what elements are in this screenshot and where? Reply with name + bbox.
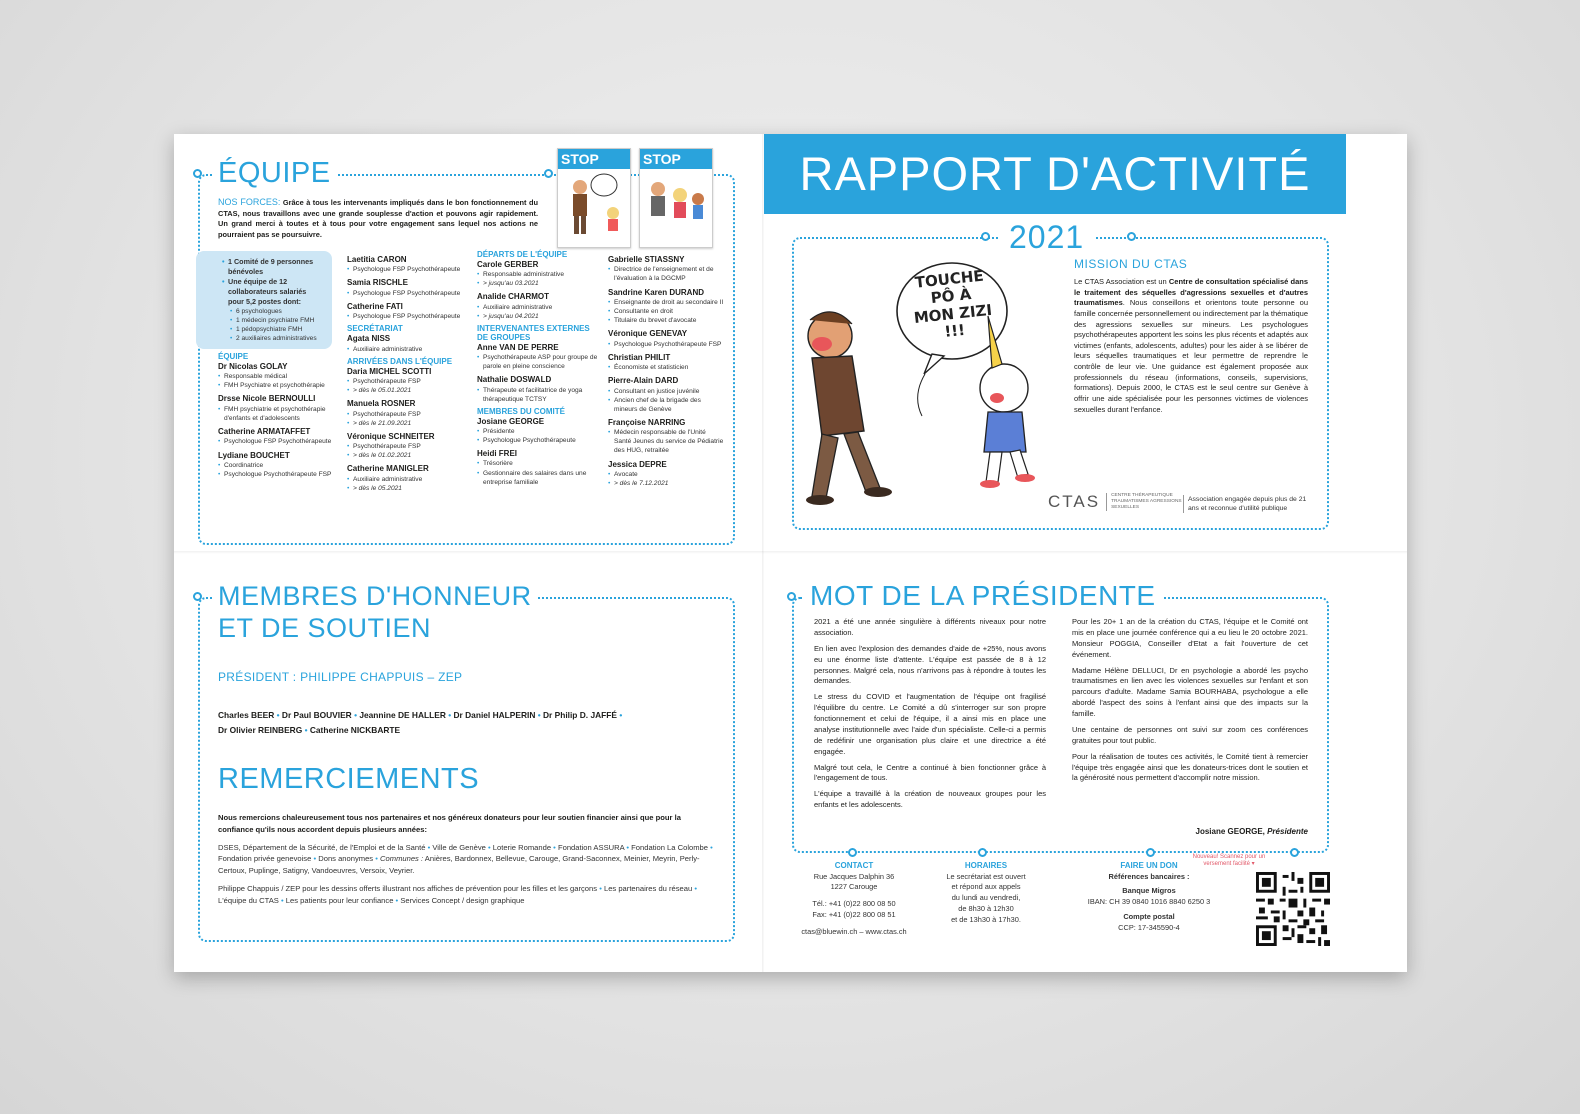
mot-signature bbox=[1074, 827, 1308, 836]
person-name: Véronique GENEVAY bbox=[608, 329, 688, 339]
frame-dot bbox=[193, 592, 202, 601]
person-date: • > jusqu'au 04.2021 bbox=[477, 312, 599, 321]
staff-breakdown-item: • 2 auxiliaires administratives bbox=[230, 334, 324, 343]
sponsor: Ville de Genève bbox=[432, 842, 486, 852]
person-role: • Psychothérapeute ASP pour groupe de parole en pleine conscience bbox=[477, 353, 599, 371]
contact-line: 1227 Carouge bbox=[830, 882, 878, 892]
member-name: Dr Daniel HALPERIN bbox=[453, 710, 536, 720]
footer-dot bbox=[1146, 848, 1155, 857]
staff-summary-box bbox=[196, 251, 332, 349]
staff-breakdown-item: • 1 pédopsychiatre FMH bbox=[230, 325, 324, 334]
person-name: Carole GERBER bbox=[477, 259, 539, 269]
mot-paragraph: Pour les 20+ 1 an de la création du CTAS, l'équipe et le Comité ont mis en place une journée conférence qui a eu lieu le 20 octobre 2021. Monsieur POGGIA, Conseiller d'Etat a fait l'ouverture de cet événement. bbox=[1072, 617, 1308, 659]
poster-boys bbox=[557, 148, 631, 248]
thanks-item: Services Concept / design graphique bbox=[400, 895, 525, 905]
person-role: • Auxiliaire administrative bbox=[347, 475, 467, 484]
mot-paragraph: 2021 a été une année singulière à différents niveaux pour notre association. bbox=[814, 617, 1046, 637]
person-role: • Psychologue Psychothérapeute bbox=[477, 436, 599, 445]
mot-column-1 bbox=[814, 617, 1046, 816]
thanks-item: L'équipe du CTAS bbox=[218, 895, 279, 905]
person-date: • > jusqu'au 03.2021 bbox=[477, 279, 599, 288]
sponsor: Fondation ASSURA bbox=[557, 842, 625, 852]
person-date: • > dès le 21.09.2021 bbox=[347, 419, 467, 428]
mission-body: . Nous conseillons et orientons toute personne ou famille concernée personnellement ou indirectement par la thématique des agressions sexuelles sur mineurs. Les psychologues psychothérapeutes apportent les soins les plus récents et adaptés aux victimes (enfants, adolescents, adultes) pour les aider à se libérer de leurs séquelles traumatiques et leur permettre de reprendre le contrôle de leur vie. Une guidance est également proposée aux professionnels du réseau (informations, conseils, supervisions, formations). Depuis 2000, le CTAS est le seul centre sur Genève à offrir une aide spécialisée pour les personnes victimes de violences sexuelles durant l'enfance. bbox=[1074, 298, 1308, 414]
rapport-year: 2021 bbox=[999, 219, 1094, 256]
person-name: Daria MICHEL SCOTTI bbox=[347, 366, 432, 376]
person-name: Pierre-Alain DARD bbox=[608, 376, 679, 386]
sponsor: Loterie Romande bbox=[492, 842, 552, 852]
section-heading: MEMBRES DU COMITÉ bbox=[477, 406, 565, 416]
sponsor: DSES, Département de la Sécurité, de l'Emploi et de la Santé bbox=[218, 842, 426, 852]
sponsor-list: DSES, Département de la Sécurité, de l'Emploi et de la Santé • Ville de Genève • Loterie Romande • Fondation ASSURA • Fondation La Colombe • Fondation privée genevoise • Dons anonymes • Communes : Anières, Bardonnex, Bellevue, Carouge, Grand-Saconnex, Meinier, Meyrin, Perly-Certoux, Puplinge, Satigny, Vandoeuvres, Versoix, Veyrier. bbox=[218, 842, 713, 876]
footer-dot bbox=[1290, 848, 1299, 857]
person-role: • Consultante en droit bbox=[608, 307, 724, 316]
speech-bubble-text: TOUCHE PÔ À MON ZIZI !!! bbox=[912, 266, 993, 341]
communes-list: Anières, Bardonnex, Bellevue, Carouge, Grand-Saconnex, Meinier, Meyrin, Perly-Certoux, Puplinge, Satigny, Vandoeuvres, Versoix, Veyrier. bbox=[218, 854, 700, 876]
member-name: Jeannine DE HALLER bbox=[359, 710, 446, 720]
person-role: • Responsable médical bbox=[218, 372, 332, 381]
person-role: • Auxiliaire administrative bbox=[477, 303, 599, 312]
poster-girls bbox=[639, 148, 713, 248]
poster-stop-label: STOP bbox=[640, 149, 712, 169]
person-name: Françoise NARRING bbox=[608, 417, 686, 427]
frame-dot bbox=[1127, 232, 1136, 241]
rapport-banner bbox=[764, 134, 1346, 214]
person-name: Anne VAN DE PERRE bbox=[477, 342, 559, 352]
section-heading: DÉPARTS DE L'ÉQUIPE bbox=[477, 250, 568, 259]
person-date: • > dès le 7.12.2021 bbox=[608, 479, 724, 488]
person-role: • Économiste et statisticien bbox=[608, 363, 724, 372]
person-name: Christian PHILIT bbox=[608, 352, 671, 362]
person-role: • Psychothérapeute FSP bbox=[347, 442, 467, 451]
person-name: Catherine MANIGLER bbox=[347, 464, 429, 474]
equipe-column-3 bbox=[477, 251, 599, 491]
honneur-title-line1: MEMBRES D'HONNEUR bbox=[218, 581, 532, 611]
person-role: • Psychologue Psychothérapeute FSP bbox=[218, 470, 332, 479]
person-name: Lydiane BOUCHET bbox=[218, 450, 290, 460]
person-name: Josiane GEORGE bbox=[477, 416, 545, 426]
poster-cartoon-image bbox=[558, 169, 630, 239]
person-role: • Médecin responsable de l'Unité Santé Jeunes du service de Pédiatrie des HUG, retraitée bbox=[608, 428, 724, 455]
signature-role: Présidente bbox=[1267, 827, 1308, 836]
contact-phone: Tél.: +41 (0)22 800 08 50 bbox=[812, 899, 896, 909]
equipe-column-4 bbox=[608, 255, 724, 492]
staff-count: • Une équipe de 12 collaborateurs salariés pour 5,2 postes dont: bbox=[222, 277, 324, 307]
sponsor: Dons anonymes bbox=[318, 854, 374, 864]
person-name: Drsse Nicole BERNOULLI bbox=[218, 394, 316, 404]
person-role: • Coordinatrice bbox=[218, 461, 332, 470]
person-name: Gabrielle STIASSNY bbox=[608, 255, 685, 264]
person-role: • Titulaire du brevet d'avocate bbox=[608, 316, 724, 325]
horaires-line: Le secrétariat est ouvert bbox=[946, 871, 1026, 881]
horizontal-fold bbox=[174, 551, 1407, 554]
sponsor: Fondation privée genevoise bbox=[218, 854, 312, 864]
honneur-title bbox=[212, 581, 538, 645]
mot-paragraph: Pour la réalisation de toutes ces activités, le Comité tient à remercier l'équipe très engagée ainsi que les donateurs-trices dont le soutien et la générosité nous permettent d'accomplir notre mission. bbox=[1072, 751, 1308, 783]
staff-breakdown-item: • 6 psychologues bbox=[230, 307, 324, 316]
horaires-line: et répond aux appels bbox=[951, 882, 1021, 892]
person-role: • Psychologue FSP Psychothérapeute bbox=[347, 289, 467, 298]
forces-text: Grâce à tous les intervenants impliqués dans le bon fonctionnement du CTAS, nous travaillons avec une grande souplesse d'action et pouvons agir rapidement. Un grand merci à toutes et à tous pour votre engagement sans lequel nos actions ne pourraient pas se poursuivre. bbox=[218, 198, 538, 239]
remerciements-body bbox=[218, 812, 718, 906]
forces-label: NOS FORCES: bbox=[218, 197, 281, 207]
equipe-title: ÉQUIPE bbox=[212, 158, 337, 190]
mot-paragraph: L'équipe a travaillé à la création de nouveaux groupes pour les enfants et les adolescents. bbox=[814, 789, 1046, 810]
horaires-title: HORAIRES bbox=[964, 861, 1008, 870]
section-heading: SECRÉTARIAT bbox=[347, 324, 403, 334]
person-role: • Psychologue FSP Psychothérapeute bbox=[347, 312, 467, 321]
person-role: • Psychothérapeute FSP bbox=[347, 410, 467, 419]
mot-paragraph: Le stress du COVID et l'augmentation de l'équipe ont fragilisé l'équilibre du centre. Le Comité a dû s'interroger sur son propre fonctionnement et celui de l'équipe, il a ainsi mis en place une analyse institutionnelle avec l'aide d'un spécialiste. Celle-ci a permis de redéfinir une organisation plus claire et une directrice a été engagée. bbox=[814, 692, 1046, 756]
communes-label: Communes : bbox=[380, 854, 424, 864]
member-name: Dr Olivier REINBERG bbox=[218, 724, 303, 735]
person-role: • FMH psychiatrie et psychothérapie d'enfants et d'adolescents bbox=[218, 405, 332, 423]
poster-cartoon-image bbox=[640, 169, 712, 239]
person-role: • Responsable administrative bbox=[477, 270, 599, 279]
mission-title: MISSION DU CTAS bbox=[1074, 257, 1188, 271]
member-name: Catherine NICKBARTE bbox=[309, 724, 401, 735]
don-bank: Banque Migros bbox=[1122, 886, 1176, 896]
person-name: Manuela ROSNER bbox=[347, 399, 416, 409]
scan-note: Nouveau! Scannez pour un versement facilité ▾ bbox=[1192, 854, 1266, 868]
staff-breakdown-item: • 1 médecin psychiatre FMH bbox=[230, 316, 324, 325]
person-date: • > dès le 01.02.2021 bbox=[347, 451, 467, 460]
horaires-line: et de 13h30 à 17h30. bbox=[951, 914, 1021, 924]
thanks-list: Philippe Chappuis / ZEP pour les dessins offerts illustrant nos affiches de prévention pour les filles et les garçons • Les partenaires du réseau • L'équipe du CTAS • Les patients pour leur confiance • Services Concept / design graphique bbox=[218, 883, 698, 905]
footer-dot bbox=[848, 848, 857, 857]
signature-name: Josiane GEORGE, bbox=[1195, 827, 1268, 836]
person-role: • Avocate bbox=[608, 470, 724, 479]
remerciements-title: REMERCIEMENTS bbox=[212, 764, 485, 796]
person-role: • Enseignante de droit au secondaire II bbox=[608, 298, 724, 307]
person-role: • Psychologue FSP Psychothérapeute bbox=[347, 265, 467, 274]
person-name: Catherine FATI bbox=[347, 301, 403, 311]
section-heading: ÉQUIPE bbox=[218, 352, 249, 362]
frame-dot bbox=[544, 169, 553, 178]
horaires-line: de 8h30 à 12h30 bbox=[958, 903, 1014, 913]
thanks-item: Philippe Chappuis / ZEP pour les dessins offerts illustrant nos affiches de prévention pour les filles et les garçons bbox=[218, 883, 598, 893]
don-block bbox=[1084, 860, 1214, 933]
person-name: Samia RISCHLE bbox=[347, 278, 408, 288]
person-name: Agata NISS bbox=[347, 334, 391, 344]
frame-dot bbox=[787, 592, 796, 601]
mot-title: MOT DE LA PRÉSIDENTE bbox=[804, 581, 1162, 612]
ctas-tagline: Association engagée depuis plus de 21 ans et reconnue d'utilité publique bbox=[1183, 495, 1309, 513]
member-name: Dr Paul BOUVIER bbox=[281, 710, 352, 720]
ctas-logo bbox=[1048, 492, 1186, 512]
don-iban: IBAN: CH 39 0840 1016 8840 6250 3 bbox=[1087, 897, 1211, 907]
member-name: Charles BEER bbox=[218, 710, 275, 720]
mission-intro: Le CTAS Association est un bbox=[1074, 277, 1169, 286]
person-role: • Gestionnaire des salaires dans une entreprise familiale bbox=[477, 469, 599, 487]
equipe-column-2 bbox=[347, 255, 467, 497]
contact-fax: Fax: +41 (0)22 800 08 51 bbox=[812, 909, 896, 919]
ctas-logo-text: CTAS bbox=[1048, 492, 1101, 511]
person-name: Analide CHARMOT bbox=[477, 292, 549, 302]
person-role: • Consultant en justice juvénile bbox=[608, 387, 724, 396]
mot-paragraph: Une centaine de personnes ont suivi sur zoom ces conférences gratuites pour tout public. bbox=[1072, 724, 1308, 745]
person-role: • Thérapeute et facilitatrice de yoga thérapeutique TCTSY bbox=[477, 386, 599, 404]
don-title: FAIRE UN DON bbox=[1120, 861, 1178, 870]
person-role: • Psychologue Psychothérapeute FSP bbox=[608, 340, 724, 349]
rapport-title: RAPPORT D'ACTIVITÉ bbox=[799, 147, 1311, 200]
qr-code-image[interactable] bbox=[1256, 872, 1330, 946]
person-role: • Ancien chef de la brigade des mineurs de Genève bbox=[608, 396, 724, 414]
person-name: Dr Nicolas GOLAY bbox=[218, 361, 288, 371]
footer-dot bbox=[978, 848, 987, 857]
person-name: Jessica DEPRE bbox=[608, 459, 667, 469]
member-name: Dr Philip D. JAFFÉ bbox=[542, 710, 617, 720]
mission-bold: Centre de consultation spécialisé dans le traitement des séquelles d'agressions sexuelles et d'autres traumatismes bbox=[1074, 277, 1308, 308]
remerciements-intro: Nous remercions chaleureusement tous nos partenaires et nos généreux donateurs pour leur soutien financier ainsi que pour la confiance qu'ils nous accordent depuis plusieurs années: bbox=[218, 813, 681, 834]
mot-paragraph: Madame Hélène DELLUCI, Dr en psychologie a abordé les psycho traumatismes en lien avec les violences sexuelles sur l'enfant et son parcours d'adulte. Madame Samia BOURHABA, psychologue a elle abordé l'aspect des soins à l'enfant ainsi que des impacts sur la famille. bbox=[1072, 665, 1308, 718]
horaires-block bbox=[936, 860, 1036, 925]
section-heading: INTERVENANTES EXTERNES DE GROUPES bbox=[477, 323, 590, 342]
person-name: Nathalie DOSWALD bbox=[477, 375, 552, 385]
person-role: • FMH Psychiatre et psychothérapie bbox=[218, 381, 332, 390]
thanks-item: Les patients pour leur confiance bbox=[285, 895, 394, 905]
honneur-title-line2: ET DE SOUTIEN bbox=[218, 612, 432, 643]
person-role: • Présidente bbox=[477, 427, 599, 436]
frame-dot bbox=[193, 169, 202, 178]
mission-text bbox=[1074, 277, 1308, 415]
contact-email-link[interactable]: ctas@bluewin.ch – www.ctas.ch bbox=[801, 926, 907, 936]
contact-title: CONTACT bbox=[834, 861, 874, 870]
person-role: • Auxiliaire administrative bbox=[347, 345, 467, 354]
mot-paragraph: En lien avec l'explosion des demandes d'aide de +25%, nous avons eu une énorme liste d'attente. L'équipe est passée de 8 à 12 personnes. Malgré cela, nous n'arrivons pas à répondre à toutes les demandes. bbox=[814, 643, 1046, 686]
brochure-spread bbox=[174, 134, 1407, 972]
poster-stop-label: STOP bbox=[558, 149, 630, 169]
thanks-item: Les partenaires du réseau bbox=[603, 883, 693, 893]
mot-paragraph: Malgré tout cela, le Centre a continué à bien fonctionner grâce à l'engagement de tous. bbox=[814, 762, 1046, 783]
ctas-logo-sub: CENTRE THÉRAPEUTIQUE TRAUMATISMES AGRESSIONS SEXUELLES bbox=[1106, 493, 1186, 511]
equipe-column-1 bbox=[198, 251, 332, 483]
contact-line: Rue Jacques Dalphin 36 bbox=[813, 871, 895, 881]
person-role: • Directrice de l'enseignement et de l'évaluation à la DGCMP bbox=[608, 265, 724, 283]
person-date: • > dès le 05.2021 bbox=[347, 484, 467, 493]
horaires-line: du lundi au vendredi, bbox=[951, 893, 1021, 903]
frame-dot bbox=[981, 232, 990, 241]
person-name: Catherine ARMATAFFET bbox=[218, 427, 311, 437]
equipe-intro bbox=[218, 196, 538, 240]
person-name: Laetitia CARON bbox=[347, 255, 407, 264]
sponsor: Fondation La Colombe bbox=[631, 842, 709, 852]
committee-count: • 1 Comité de 9 personnes bénévoles bbox=[222, 257, 324, 277]
don-ccp: CCP: 17-345590-4 bbox=[1118, 922, 1180, 932]
person-name: Heidi FREI bbox=[477, 449, 518, 459]
person-name: Véronique SCHNEITER bbox=[347, 431, 435, 441]
honneur-president: PRÉSIDENT : PHILIPPE CHAPPUIS – ZEP bbox=[218, 670, 463, 684]
honneur-members: Charles BEER • Dr Paul BOUVIER • Jeannine DE HALLER • Dr Daniel HALPERIN • Dr Philip D. JAFFÉ • Dr Olivier REINBERG • Catherine NICKBARTE bbox=[218, 710, 623, 735]
person-date: • > dès le 05.01.2021 bbox=[347, 386, 467, 395]
person-name: Sandrine Karen DURAND bbox=[608, 287, 705, 297]
section-heading: ARRIVÉES DANS L'ÉQUIPE bbox=[347, 356, 453, 366]
person-role: • Psychologue FSP Psychothérapeute bbox=[218, 437, 332, 446]
person-role: • Trésorière bbox=[477, 459, 599, 468]
don-ref-label: Références bancaires : bbox=[1108, 871, 1190, 881]
person-role: • Psychothérapeute FSP bbox=[347, 377, 467, 386]
mot-column-2 bbox=[1072, 617, 1308, 789]
contact-block bbox=[786, 860, 922, 937]
don-postal-title: Compte postal bbox=[1123, 911, 1175, 921]
